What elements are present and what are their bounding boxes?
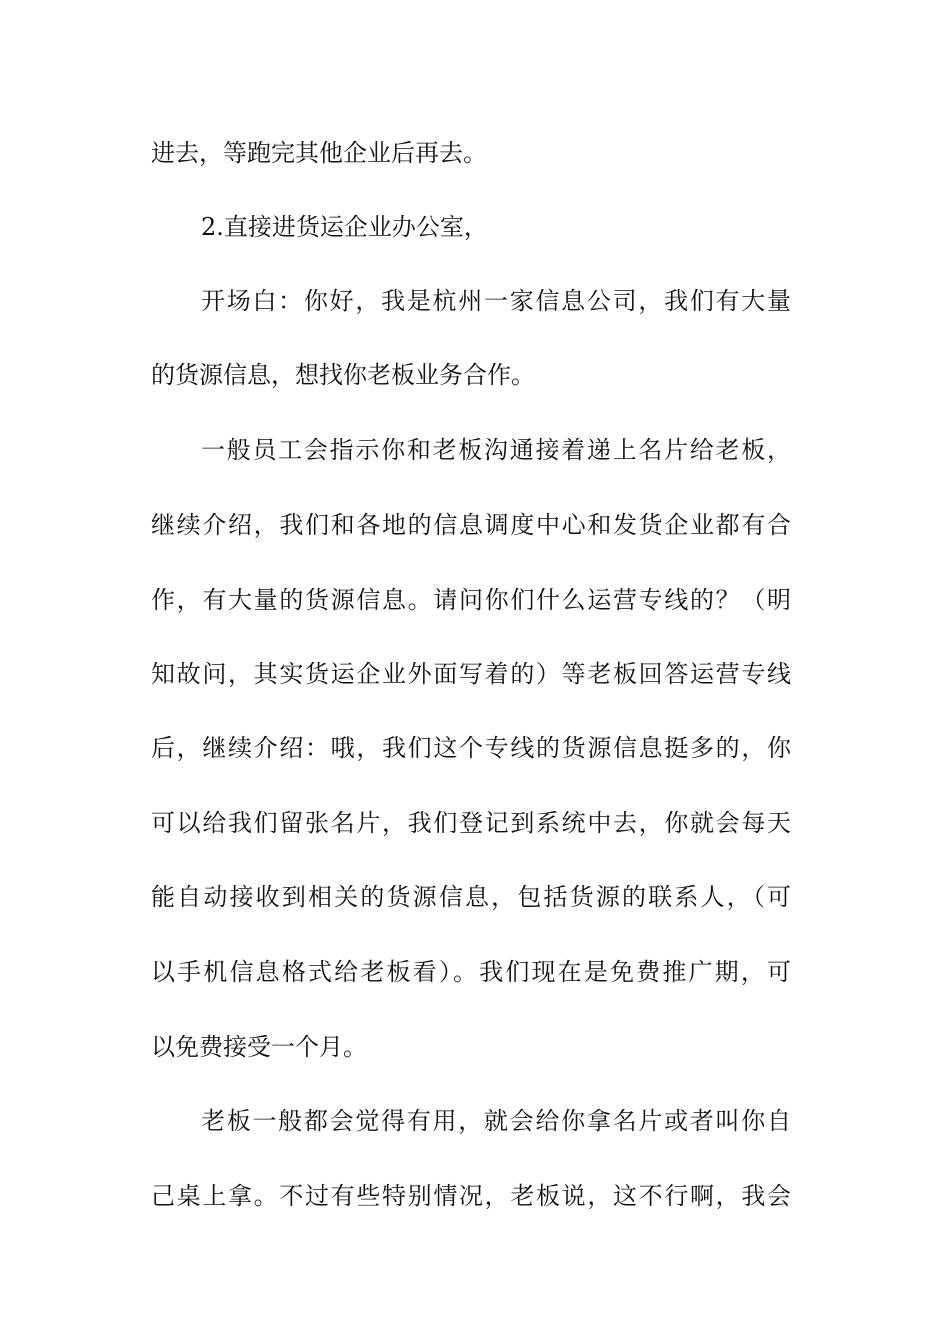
text-line: 作，有大量的货源信息。请问你们什么运营专线的？（明 (151, 586, 791, 614)
text-line: 进去，等跑完其他企业后再去。 (151, 139, 487, 167)
text-line: 能自动接收到相关的货源信息，包括货源的联系人，（可 (151, 883, 791, 911)
text-line: 后，继续介绍：哦，我们这个专线的货源信息挺多的，你 (151, 734, 791, 762)
text-line: 己桌上拿。不过有些特别情况，老板说，这不行啊，我会 (151, 1182, 791, 1210)
text-line: 一般员工会指示你和老板沟通接着递上名片给老板， (201, 436, 791, 464)
text-line: 老板一般都会觉得有用，就会给你拿名片或者叫你自 (201, 1107, 791, 1135)
text-line: 开场白：你好，我是杭州一家信息公司，我们有大量 (201, 287, 791, 315)
text-line: 以免费接受一个月。 (151, 1033, 367, 1061)
text-line: 2.直接进货运企业办公室， (201, 213, 488, 241)
text-line: 的货源信息，想找你老板业务合作。 (151, 361, 535, 389)
text-line: 可以给我们留张名片，我们登记到系统中去，你就会每天 (151, 809, 791, 837)
text-line: 知故问，其实货运企业外面写着的）等老板回答运营专线 (151, 660, 791, 688)
text-line: 继续介绍，我们和各地的信息调度中心和发货企业都有合 (151, 511, 791, 539)
text-line: 以手机信息格式给老板看）。我们现在是免费推广期，可 (151, 958, 791, 986)
